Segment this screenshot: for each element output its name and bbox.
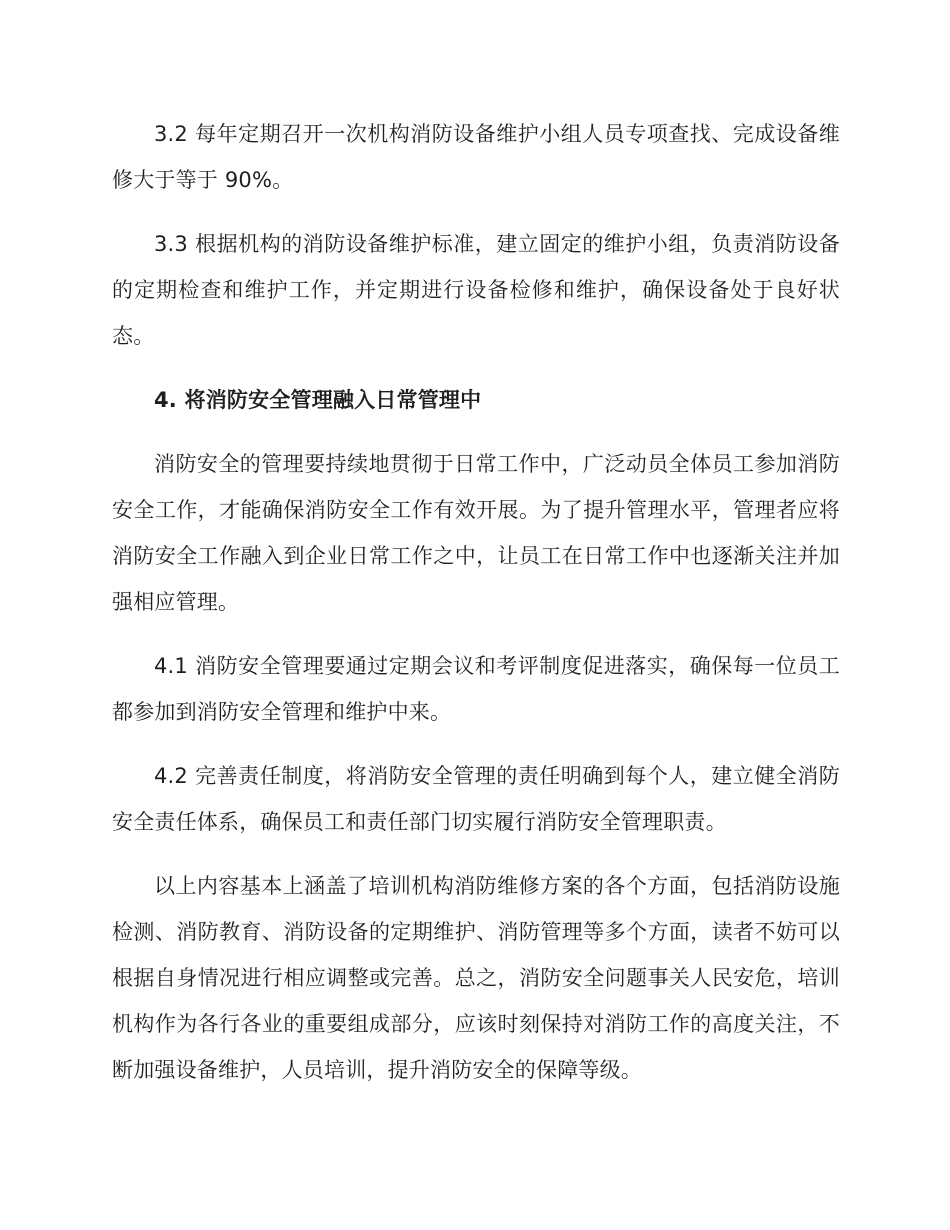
paragraph-4-intro: 消防安全的管理要持续地贯彻于日常工作中，广泛动员全体员工参加消防安全工作，才能确保消防安全工作有效开展。为了提升管理水平，管理者应将消防安全工作融入到企业日常工作之中，让员工在日常工作中也逐渐关注并加强相应管理。 [112,452,840,614]
paragraph-4-1: 4.1 消防安全管理要通过定期会议和考评制度促进落实，确保每一位员工都参加到消防安全管理和维护中来。 [112,654,840,724]
paragraph-conclusion: 以上内容基本上涵盖了培训机构消防维修方案的各个方面，包括消防设施检测、消防教育、消防设备的定期维护、消防管理等多个方面，读者不妨可以根据自身情况进行相应调整或完善。总之，消防安全问题事关人民安危，培训机构作为各行各业的重要组成部分，应该时刻保持对消防工作的高度关注，不断加强设备维护，人员培训，提升消防安全的保障等级。 [112,874,840,1082]
section-heading-4: 4. 将消防安全管理融入日常管理中 [154,388,482,412]
paragraph-3-2: 3.2 每年定期召开一次机构消防设备维护小组人员专项查找、完成设备维修大于等于 90%。 [112,122,840,192]
document-body [112,111,840,1111]
paragraph-4-2: 4.2 完善责任制度，将消防安全管理的责任明确到每个人，建立健全消防安全责任体系，确保员工和责任部门切实履行消防安全管理职责。 [112,764,840,834]
paragraph-3-3: 3.3 根据机构的消防设备维护标准，建立固定的维护小组，负责消防设备的定期检查和维护工作，并定期进行设备检修和维护，确保设备处于良好状态。 [112,232,840,348]
